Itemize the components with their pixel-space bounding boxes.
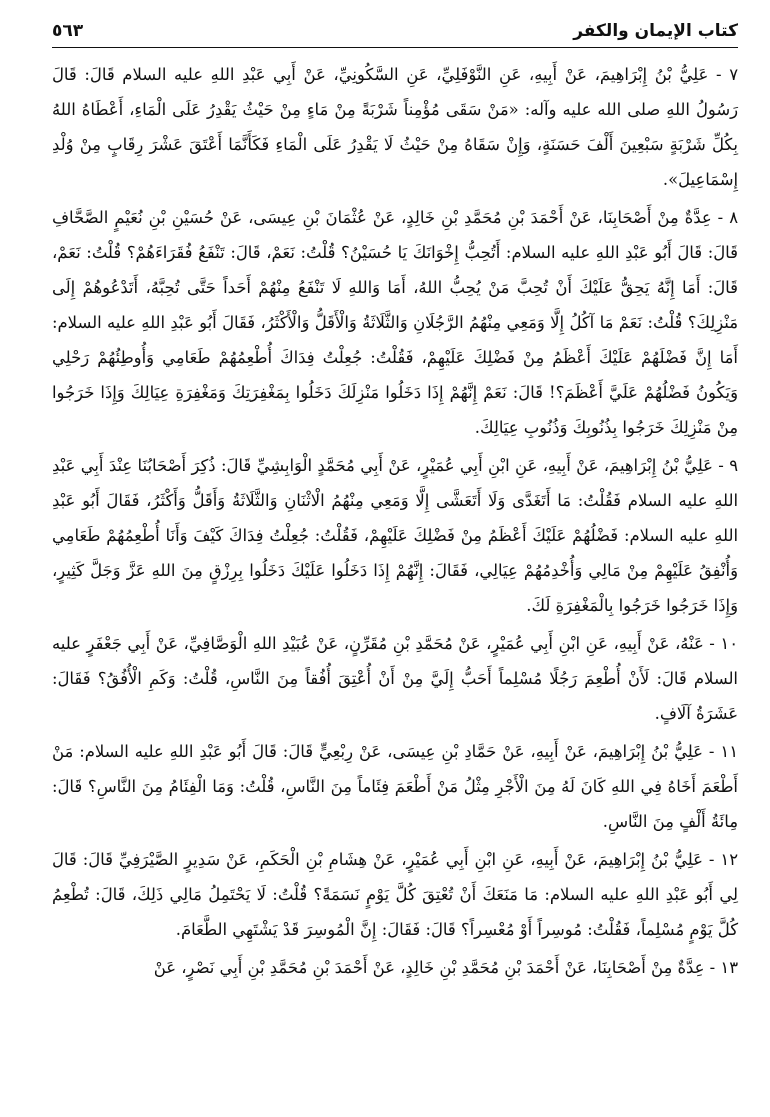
hadith-paragraph-11: ١١ - عَلِيُّ بْنُ إِبْرَاهِيمَ، عَنْ أَبِيهِ، عَنْ حَمَّادِ بْنِ عِيسَى، عَنْ رِبْعِيٍّ قَالَ: قَالَ أَبُو عَبْدِ اللهِ عليه السلام: مَنْ أَطْعَمَ أَخَاهُ فِي اللهِ كَانَ لَهُ مِنَ الْأَجْرِ مِثْلُ مَنْ أَطْعَمَ فِئَاماً مِنَ النَّاسِ، قُلْتُ: وَمَا الْفِئَامُ مِنَ النَّاسِ؟ قَالَ: مِائَةُ أَلْفٍ مِنَ النَّاسِ.	[52, 742, 738, 831]
hadith-paragraph-13: ١٣ - عِدَّةٌ مِنْ أَصْحَابِنَا، عَنْ أَحْمَدَ بْنِ مُحَمَّدِ بْنِ خَالِدٍ، عَنْ أَحْمَدَ بْنِ مُحَمَّدِ بْنِ أَبِي نَصْرٍ، عَنْ	[153, 958, 738, 977]
hadith-paragraph-9: ٩ - عَلِيُّ بْنُ إِبْرَاهِيمَ، عَنْ أَبِيهِ، عَنِ ابْنِ أَبِي عُمَيْرٍ، عَنْ أَبِي مُحَمَّدٍ الْوَابِشِيِّ قَالَ: ذُكِرَ أَصْحَابُنَا عِنْدَ أَبِي عَبْدِ اللهِ عليه السلام فَقُلْتُ: مَا أَتَغَدَّى وَلَا أَتَعَشَّى إِلَّا وَمَعِي مِنْهُمُ الْاثْنَانِ وَالثَّلَاثَةُ وَأَقَلُّ وَأَكْثَرُ، فَقَالَ أَبُو عَبْدِ اللهِ عليه السلام: فَضْلُهُمْ عَلَيْكَ أَعْظَمُ مِنْ فَضْلِكَ عَلَيْهِمْ، فَقُلْتُ: جُعِلْتُ فِدَاكَ كَيْفَ وَأَنَا أُطْعِمُهُمْ طَعَامِي وَأُنْفِقُ عَلَيْهِمْ مِنْ مَالِي وَأُخْدِمُهُمْ عِيَالِي، فَقَالَ: إِنَّهُمْ إِذَا دَخَلُوا عَلَيْكَ دَخَلُوا بِرِزْقٍ مِنَ اللهِ عَزَّ وَجَلَّ كَثِيرٍ، وَإِذَا خَرَجُوا خَرَجُوا بِالْمَغْفِرَةِ لَكَ.	[52, 456, 738, 615]
hadith-paragraph-7: ٧ - عَلِيُّ بْنُ إِبْرَاهِيمَ، عَنْ أَبِيهِ، عَنِ النَّوْفَلِيِّ، عَنِ السَّكُونِيِّ، عَنْ أَبِي عَبْدِ اللهِ عليه السلام قَالَ: قَالَ رَسُولُ اللهِ صلى الله عليه وآله: «مَنْ سَقَى مُؤْمِناً شَرْبَةً مِنْ مَاءٍ مِنْ حَيْثُ يَقْدِرُ عَلَى الْمَاءِ، أَعْطَاهُ اللهُ بِكُلِّ شَرْبَةٍ سَبْعِينَ أَلْفَ حَسَنَةٍ، وَإِنْ سَقَاهُ مِنْ حَيْثُ لَا يَقْدِرُ عَلَى الْمَاءِ فَكَأَنَّمَا أَعْتَقَ عَشْرَ رِقَابٍ مِنْ وُلْدِ إِسْمَاعِيلَ».	[52, 65, 738, 189]
book-page	[52, 14, 738, 1109]
hadith-paragraph-12: ١٢ - عَلِيُّ بْنُ إِبْرَاهِيمَ، عَنْ أَبِيهِ، عَنِ ابْنِ أَبِي عُمَيْرٍ، عَنْ هِشَامِ بْنِ الْحَكَمِ، عَنْ سَدِيرٍ الصَّيْرَفِيِّ قَالَ: قَالَ لِي أَبُو عَبْدِ اللهِ عليه السلام: مَا مَنَعَكَ أَنْ تُعْتِقَ كُلَّ يَوْمٍ نَسَمَةً؟ قُلْتُ: لَا يَحْتَمِلُ مَالِي ذَلِكَ، قَالَ: تُطْعِمُ كُلَّ يَوْمٍ مُسْلِماً، فَقُلْتُ: مُوسِراً أَوْ مُعْسِراً؟ قَالَ: فَقَالَ: إِنَّ الْمُوسِرَ قَدْ يَشْتَهِي الطَّعَامَ.	[52, 850, 738, 939]
hadith-paragraph-8: ٨ - عِدَّةٌ مِنْ أَصْحَابِنَا، عَنْ أَحْمَدَ بْنِ مُحَمَّدِ بْنِ خَالِدٍ، عَنْ عُثْمَانَ بْنِ عِيسَى، عَنْ حُسَيْنِ بْنِ نُعَيْمٍ الصَّحَّافِ قَالَ: قَالَ أَبُو عَبْدِ اللهِ عليه السلام: أَتُحِبُّ إِخْوَانَكَ يَا حُسَيْنُ؟ قُلْتُ: نَعَمْ، قَالَ: تَنْفَعُ فُقَرَاءَهُمْ؟ قُلْتُ: نَعَمْ، قَالَ: أَمَا إِنَّهُ يَحِقُّ عَلَيْكَ أَنْ تُحِبَّ مَنْ يُحِبُّ اللهُ، أَمَا وَاللهِ لَا تَنْفَعُ مِنْهُمْ أَحَداً حَتَّى تُحِبَّهُ، أَتَدْعُوهُمْ إِلَى مَنْزِلِكَ؟ قُلْتُ: نَعَمْ مَا آكُلُ إِلَّا وَمَعِي مِنْهُمُ الرَّجُلَانِ وَالثَّلَاثَةُ وَالْأَقَلُّ وَالْأَكْثَرُ، فَقَالَ أَبُو عَبْدِ اللهِ عليه السلام: أَمَا إِنَّ فَضْلَهُمْ عَلَيْكَ أَعْظَمُ مِنْ فَضْلِكَ عَلَيْهِمْ، فَقُلْتُ: جُعِلْتُ فِدَاكَ أُطْعِمُهُمْ طَعَامِي وَأُوطِئُهُمْ رَحْلِي وَيَكُونُ فَضْلُهُمْ عَلَيَّ أَعْظَمَ؟! قَالَ: نَعَمْ إِنَّهُمْ إِذَا دَخَلُوا مَنْزِلَكَ دَخَلُوا بِمَغْفِرَتِكَ وَمَغْفِرَةِ عِيَالِكَ وَإِذَا خَرَجُوا مِنْ مَنْزِلِكَ خَرَجُوا بِذُنُوبِكَ وَذُنُوبِ عِيَالِكَ.	[52, 208, 738, 437]
hadith-paragraph-10: ١٠ - عَنْهُ، عَنْ أَبِيهِ، عَنِ ابْنِ أَبِي عُمَيْرٍ، عَنْ مُحَمَّدِ بْنِ مُقَرِّنٍ، عَنْ عُبَيْدِ اللهِ الْوَصَّافِيِّ، عَنْ أَبِي جَعْفَرٍ عليه السلام قَالَ: لَأَنْ أُطْعِمَ رَجُلًا مُسْلِماً أَحَبُّ إِلَيَّ مِنْ أَنْ أُعْتِقَ أُفُقاً مِنَ النَّاسِ، قُلْتُ: وَكَمِ الْأُفُقُ؟ فَقَالَ: عَشَرَةُ آلَافٍ.	[52, 634, 738, 723]
page-number: ٥٦٣	[52, 21, 84, 41]
chapter-title: كتاب الإيمان والكفر	[573, 21, 738, 41]
running-header	[52, 14, 738, 48]
page-body	[52, 48, 738, 985]
